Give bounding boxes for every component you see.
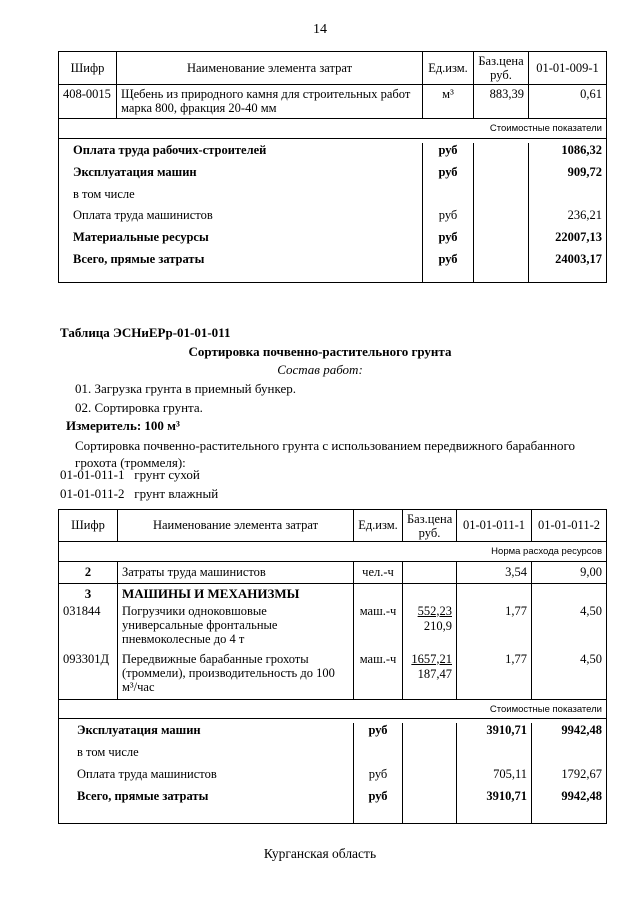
section-label: Стоимостные показатели xyxy=(59,700,607,719)
row-value-1: 1,77 xyxy=(457,650,532,700)
group-name: МАШИНЫ И МЕХАНИЗМЫ xyxy=(118,584,354,604)
group-code: 3 xyxy=(59,584,118,604)
row-unit: м³ xyxy=(423,85,474,119)
row-value-1: 3,54 xyxy=(457,562,532,584)
row-name: Щебень из природного камня для строительных работ марка 800, фракция 20-40 мм xyxy=(117,85,423,119)
header-rate-code-2: 01-01-011-2 xyxy=(532,510,607,542)
summary-unit: руб xyxy=(354,723,403,745)
summary-name: Оплата труда машинистов xyxy=(59,767,354,789)
table-row xyxy=(59,604,607,650)
summary-unit: руб xyxy=(423,230,474,252)
row-price: 883,39 xyxy=(474,85,529,119)
summary-value-2: 9942,48 xyxy=(532,723,607,745)
header-name: Наименование элемента затрат xyxy=(117,52,423,85)
summary-name: Всего, прямые затраты xyxy=(59,789,354,824)
description: Сортировка почвенно-растительного грунта с использованием передвижного барабанного грохота (троммеля): xyxy=(75,438,575,470)
table-title: Таблица ЭСНиЕРр-01-01-011 xyxy=(60,325,231,340)
row-value-2: 4,50 xyxy=(532,604,607,650)
section-heading: Сортировка почвенно-растительного грунта xyxy=(188,344,452,359)
summary-value: 22007,13 xyxy=(529,230,607,252)
row-name: Передвижные барабанные грохоты (троммели), производительность до 100 м³/час xyxy=(118,650,354,700)
summary-unit: руб xyxy=(354,789,403,824)
summary-value-1: 3910,71 xyxy=(457,723,532,745)
summary-unit: руб xyxy=(423,208,474,230)
work-item: 01. Загрузка грунта в приемный бункер. xyxy=(75,381,296,396)
summary-value: 236,21 xyxy=(529,208,607,230)
table-row xyxy=(59,562,607,584)
summary-value: 1086,32 xyxy=(529,143,607,165)
item-name: грунт сухой xyxy=(134,467,200,482)
summary-name: в том числе xyxy=(59,745,354,767)
header-unit: Ед.изм. xyxy=(354,510,403,542)
row-unit: маш.-ч xyxy=(354,604,403,650)
summary-value-2: 9942,48 xyxy=(532,789,607,824)
summary-name: Всего, прямые затраты xyxy=(59,252,423,283)
header-code: Шифр xyxy=(59,510,118,542)
header-rate-code: 01-01-009-1 xyxy=(529,52,607,85)
row-unit: чел.-ч xyxy=(354,562,403,584)
header-name: Наименование элемента затрат xyxy=(118,510,354,542)
row-code: 093301Д xyxy=(59,650,118,700)
row-value: 0,61 xyxy=(529,85,607,119)
summary-name: Эксплуатация машин xyxy=(59,165,423,187)
norm-label: Норма расхода ресурсов xyxy=(59,542,607,562)
price-top: 1657,21 xyxy=(411,651,452,666)
header-price: Баз.цена руб. xyxy=(403,510,457,542)
row-code: 408-0015 xyxy=(59,85,117,119)
row-price xyxy=(403,650,457,700)
cost-table-1 xyxy=(58,51,607,283)
summary-unit: руб xyxy=(354,767,403,789)
table-row xyxy=(59,85,607,119)
price-top: 552,23 xyxy=(417,603,452,618)
row-name: Затраты труда машинистов xyxy=(118,562,354,584)
cost-table-2 xyxy=(58,509,607,824)
price-bottom: 210,9 xyxy=(423,618,452,633)
footer-region: Курганская область xyxy=(263,846,377,861)
summary-name: в том числе xyxy=(59,187,423,208)
header-code: Шифр xyxy=(59,52,117,85)
price-bottom: 187,47 xyxy=(417,666,452,681)
row-code: 031844 xyxy=(59,604,118,650)
row-value-2: 4,50 xyxy=(532,650,607,700)
summary-value: 24003,17 xyxy=(529,252,607,283)
work-item: 02. Сортировка грунта. xyxy=(75,400,203,415)
row-value-1: 1,77 xyxy=(457,604,532,650)
summary-name: Оплата труда машинистов xyxy=(59,208,423,230)
summary-value: 909,72 xyxy=(529,165,607,187)
item-code: 01-01-011-2 xyxy=(60,486,125,501)
summary-name: Эксплуатация машин xyxy=(59,723,354,745)
summary-value-1: 705,11 xyxy=(457,767,532,789)
row-name: Погрузчики одноковшовые универсальные фронтальные пневмоколесные до 4 т xyxy=(118,604,354,650)
row-value-2: 9,00 xyxy=(532,562,607,584)
row-price xyxy=(403,604,457,650)
summary-name: Оплата труда рабочих-строителей xyxy=(59,143,423,165)
summary-unit: руб xyxy=(423,252,474,283)
summary-unit: руб xyxy=(423,143,474,165)
header-unit: Ед.изм. xyxy=(423,52,474,85)
item-line xyxy=(60,467,200,483)
item-code: 01-01-011-1 xyxy=(60,467,125,482)
summary-name: Материальные ресурсы xyxy=(59,230,423,252)
header-price: Баз.цена руб. xyxy=(474,52,529,85)
item-name: грунт влажный xyxy=(134,486,219,501)
summary-value-1: 3910,71 xyxy=(457,789,532,824)
works-label: Состав работ: xyxy=(277,362,363,377)
meter: Измеритель: 100 м³ xyxy=(66,418,180,433)
row-code: 2 xyxy=(59,562,118,584)
item-line xyxy=(60,486,218,502)
summary-unit: руб xyxy=(423,165,474,187)
row-unit: маш.-ч xyxy=(354,650,403,700)
table-row xyxy=(59,650,607,700)
header-rate-code-1: 01-01-011-1 xyxy=(457,510,532,542)
summary-value-2: 1792,67 xyxy=(532,767,607,789)
page-number: 14 xyxy=(313,22,327,37)
section-label: Стоимостные показатели xyxy=(59,119,607,139)
